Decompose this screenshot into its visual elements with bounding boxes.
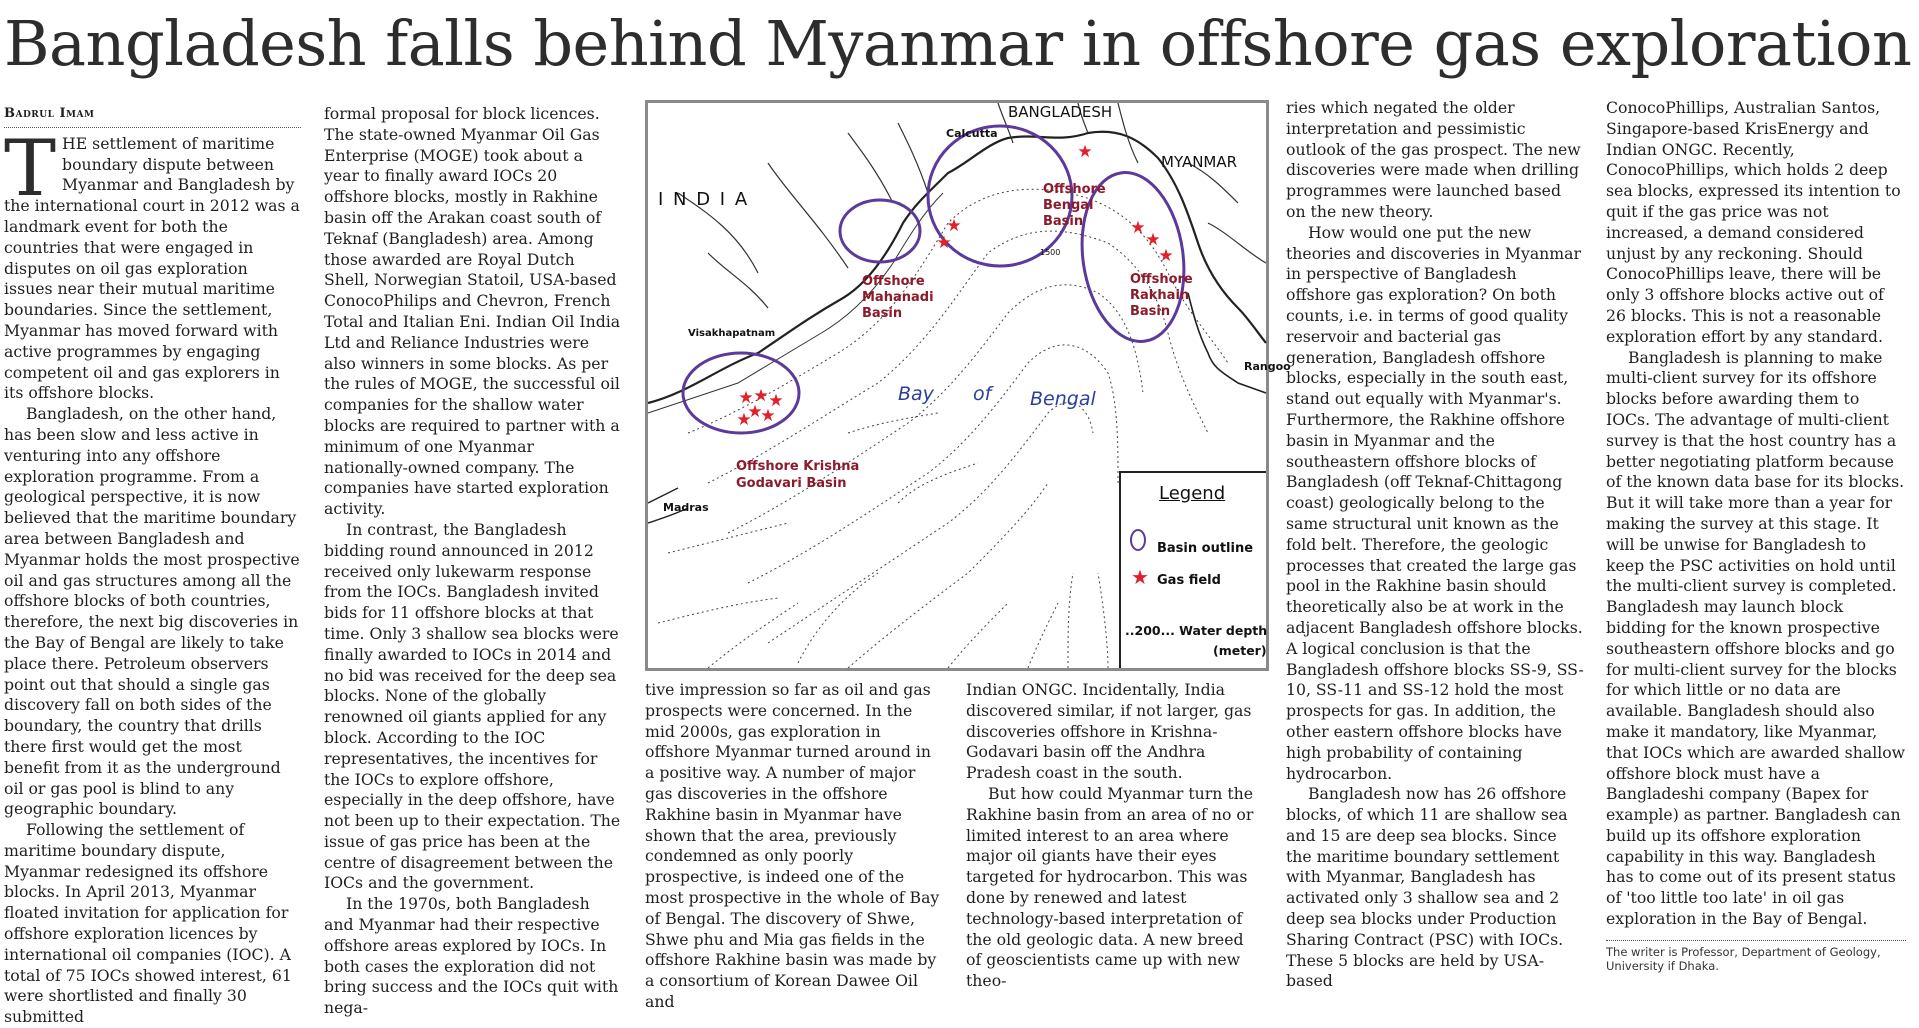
drop-cap: T xyxy=(4,123,57,214)
paragraph: formal proposal for block licences. The state-owned Myanmar Oil Gas Enterprise (MOGE) took about a year to finally award IOCs 20 offshore blocks, mostly in Rakhine basin off the Arakan coast south of Teknaf (Bangladesh) area. Among those awarded are Royal Dutch Shell, Norwegian Statoil, USA-based ConocoPhilips and Chevron, French Total and Italian Eni. Indian Oil India Ltd and Reliance Industries were also winners in some blocks. As per the rules of MOGE, the successful oil companies for the shallow water blocks are required to partner with a minimum of one Myanmar nationally-owned company. The companies have started exploration activity. xyxy=(324,104,621,519)
paragraph: tive impression so far as oil and gas prospects were concerned. In the mid 2000s, gas exploration in offshore Myanmar turned around in a positive way. A number of major gas discoveries in the offshore Rakhine basin in Myanmar have shown that the area, previously condemned as only poorly prospective, is indeed one of the most prospective in the whole of Bay of Bengal. The discovery of Shwe, Shwe phu and Mia gas fields in the offshore Rakhine basin was made by a consortium of Korean Dawee Oil and xyxy=(645,680,940,1011)
map-legend xyxy=(1119,471,1266,668)
article-column-2 xyxy=(324,104,622,1019)
paragraph: How would one put the new theories and discoveries in Myanmar in perspective of Bangladesh offshore gas exploration? On both counts, i.e. in terms of good quality reservoir and bacterial gas generation, Bangladesh offshore blocks, especially in the south east, stand out equally with Myanmar's. Furthermore, the Rakhine offshore basin in Myanmar and the southeastern offshore blocks of Bangladesh (off Teknaf-Chittagong coast) geologically belong to the same structural unit known as the fold belt. Therefore, the geologic processes that created the large gas pool in the Rakhine basin should theoretically also be at work in the adjacent Bangladesh offshore blocks. A logical conclusion is that the Bangladesh offshore blocks SS-9, SS-10, SS-11 and SS-12 hold the most prospects for gas. In addition, the other eastern offshore blocks have high probability of containing hydrocarbon. xyxy=(1286,222,1584,783)
basin-label-bengal: Bengal xyxy=(1043,198,1094,213)
gas-field-star: ★ xyxy=(760,406,776,426)
label-india: I N D I A xyxy=(658,189,750,210)
paragraph: ConocoPhillips, Australian Santos, Singapore-based KrisEnergy and Indian ONGC. Recently, ConocoPhillips, which holds 2 deep sea blocks, expressed its intention to quit if the gas price was not increased, a demand considered unjust by any reckoning. Should ConocoPhillips leave, there will be only 3 offshore blocks active out of 26 blocks. This is not a reasonable exploration effort by any standard. xyxy=(1606,98,1901,346)
legend-title: Legend xyxy=(1159,483,1226,504)
coastline xyxy=(648,132,1266,403)
label-bay: Bay xyxy=(898,383,934,405)
label-rangoon: Rangoo xyxy=(1244,360,1291,373)
gas-field-star: ★ xyxy=(738,388,754,408)
legend-row-basin xyxy=(1129,528,1253,556)
gas-field-star: ★ xyxy=(1130,218,1146,238)
label-of: of xyxy=(973,383,992,405)
article-column-5 xyxy=(1286,98,1585,992)
gas-field-star: ★ xyxy=(936,233,952,253)
legend-label: Gas field xyxy=(1157,573,1221,588)
basin-label-bengal: Offshore xyxy=(1043,182,1106,197)
legend-row-unit: (meter) xyxy=(1213,643,1267,658)
basin-label-krishna: Godavari Basin xyxy=(736,476,847,491)
label-bengal: Bengal xyxy=(1030,388,1096,410)
article-column-1 xyxy=(4,104,301,1028)
paragraph: Bangladesh now has 26 offshore blocks, of which 11 are shallow sea and 15 are deep sea blocks. Since the maritime boundary settlement with Myanmar, Bangladesh has activated only 3 shallow sea and 2 deep sea blocks under Production Sharing Contract (PSC) with IOCs. These 5 blocks are held by USA- based xyxy=(1286,784,1568,991)
gas-field-star: ★ xyxy=(1145,230,1161,250)
basin-outline-icon xyxy=(1129,528,1151,552)
paragraph: In contrast, the Bangladesh bidding round announced in 2012 received only lukewarm response from the IOCs. Bangladesh invited bids for 11 offshore blocks at that time. Only 3 shallow sea blocks were finally awarded to IOCs in 2014 and no bid was received for the deep sea blocks. None of the globally renowned oil giants applied for any block. According to the IOC representatives, the incentives for the IOCs to explore offshore, especially in the deep offshore, have not been up to their expectation. The issue of gas price has been at the centre of disagreement between the IOCs and the government. xyxy=(324,519,621,893)
paragraph: Bangladesh, on the other hand, has been slow and less active in venturing into any offshore exploration programme. From a geological perspective, it is now believed that the maritime boundary area between Bangladesh and Myanmar holds the most prospective oil and gas structures among all the offshore blocks of both countries, therefore, the next big discoveries in the Bay of Bengal are likely to take place there. Petroleum observers point out that should a single gas discovery fall on both sides of the boundary, the country that drills there first would get the most benefit from it as the underground oil or gas pool is blind to any geographic boundary. xyxy=(4,404,300,819)
label-visakhapatnam: Visakhapatnam xyxy=(688,328,776,339)
legend-label: Basin outline xyxy=(1157,541,1254,556)
byline: Badrul Imam xyxy=(4,104,301,128)
basin-label-bengal: Basin xyxy=(1043,214,1084,229)
article-column-4 xyxy=(966,680,1263,992)
gas-field-star: ★ xyxy=(768,391,784,411)
basin-label-rakhain: Rakhain xyxy=(1130,288,1190,303)
gas-field-star: ★ xyxy=(1158,246,1174,266)
headline: Bangladesh falls behind Myanmar in offshore gas exploration xyxy=(4,7,1912,80)
gas-fields xyxy=(736,142,1173,430)
paragraph: ries which negated the older interpretation and pessimistic outlook of the gas prospect. The new discoveries were made when drilling programmes were launched based on the new theory. xyxy=(1286,98,1581,221)
paragraph: Bangladesh is planning to make multi-client survey for its offshore blocks before awarding them to IOCs. The advantage of multi-client survey is that the host country has a better negotiating platform because of the known data base for its blocks. But it will take more than a year for making the survey at this stage. It will be unwise for Bangladesh to keep the PSC activities on hold until the multi-client survey is completed. Bangladesh may launch block bidding for the known prospective southeastern offshore blocks and go for multi-client survey for the blocks for which little or no data are available. Bangladesh should also make it mandatory, like Myanmar, that IOCs which are awarded shallow offshore block must have a Bangladeshi company (Bapex for example) as partner. Bangladesh can build up its offshore exploration capability in this way. Bangladesh has to come out of its present status of 'too little too late' in oil gas exploration in the Bay of Bengal. xyxy=(1606,347,1906,929)
gas-field-star: ★ xyxy=(753,386,769,406)
paragraph: But how could Myanmar turn the Rakhine basin from an area of no or limited interest to an area where major oil giants have their eyes targeted for hydrocarbon. This was done by renewed and latest technology-based interpretation of the old geologic data. A new breed of geoscientists came up with new theo- xyxy=(966,783,1254,991)
paragraph: Indian ONGC. Incidentally, India discovered similar, if not larger, gas discoveries offshore in Krishna-Godavari basin off the Andhra Pradesh coast in the south. xyxy=(966,680,1252,783)
label-depth: 1500 xyxy=(1040,248,1061,257)
paragraph xyxy=(4,123,301,404)
gas-field-star: ★ xyxy=(736,410,752,430)
label-madras: Madras xyxy=(663,501,709,514)
gas-field-star-icon: ★ xyxy=(1131,565,1149,589)
basin-label-mahanadi: Offshore xyxy=(862,274,925,289)
article-column-3 xyxy=(645,680,945,1013)
gas-field-star: ★ xyxy=(747,402,763,422)
label-bangladesh: BANGLADESH xyxy=(1008,103,1113,121)
basin-label-rakhain: Offshore xyxy=(1130,272,1193,287)
basin-label-krishna: Offshore Krishna xyxy=(736,459,860,474)
basin-label-rakhain: Basin xyxy=(1130,304,1171,319)
basin-map-figure xyxy=(645,100,1291,671)
paragraph: Following the settlement of maritime boundary dispute, Myanmar redesigned its offshore blocks. In April 2013, Myanmar floated invitation for application for offshore exploration licences by international oil companies (IOC). A total of 75 IOCs showed interest, 61 were shortlisted and finally 30 submitted xyxy=(4,820,292,1027)
coast-detail xyxy=(1188,293,1266,393)
paragraph: In the 1970s, both Bangladesh and Myanmar had their respective offshore areas explored by IOCs. In both cases the exploration did not bring success and the IOCs quit with nega- xyxy=(324,894,619,1018)
basin-outline-mahanadi xyxy=(840,200,920,262)
gas-field-star: ★ xyxy=(1077,142,1093,162)
label-calcutta: Calcutta xyxy=(946,127,998,140)
paragraph-text: HE settlement of maritime boundary dispute between Myanmar and Bangladesh by the international court in 2012 was a landmark event for both the countries that were engaged in disputes on oil gas exploration issues near their mutual maritime boundaries. Since the settlement, Myanmar has moved forward with active programmes by engaging competent oil and gas explorers in its offshore blocks. xyxy=(4,133,300,403)
gas-field-star: ★ xyxy=(946,216,962,236)
author-footnote: The writer is Professor, Department of Geology, University if Dhaka. xyxy=(1606,940,1906,973)
basin-label-mahanadi: Basin xyxy=(862,306,903,321)
article-column-6 xyxy=(1606,98,1906,973)
legend-row-gas xyxy=(1129,565,1221,589)
legend-row-depth: ..200... Water depth xyxy=(1125,623,1268,638)
label-myanmar: MYANMAR xyxy=(1161,153,1238,171)
basin-label-mahanadi: Mahanadi xyxy=(862,290,934,305)
river xyxy=(998,103,1266,263)
